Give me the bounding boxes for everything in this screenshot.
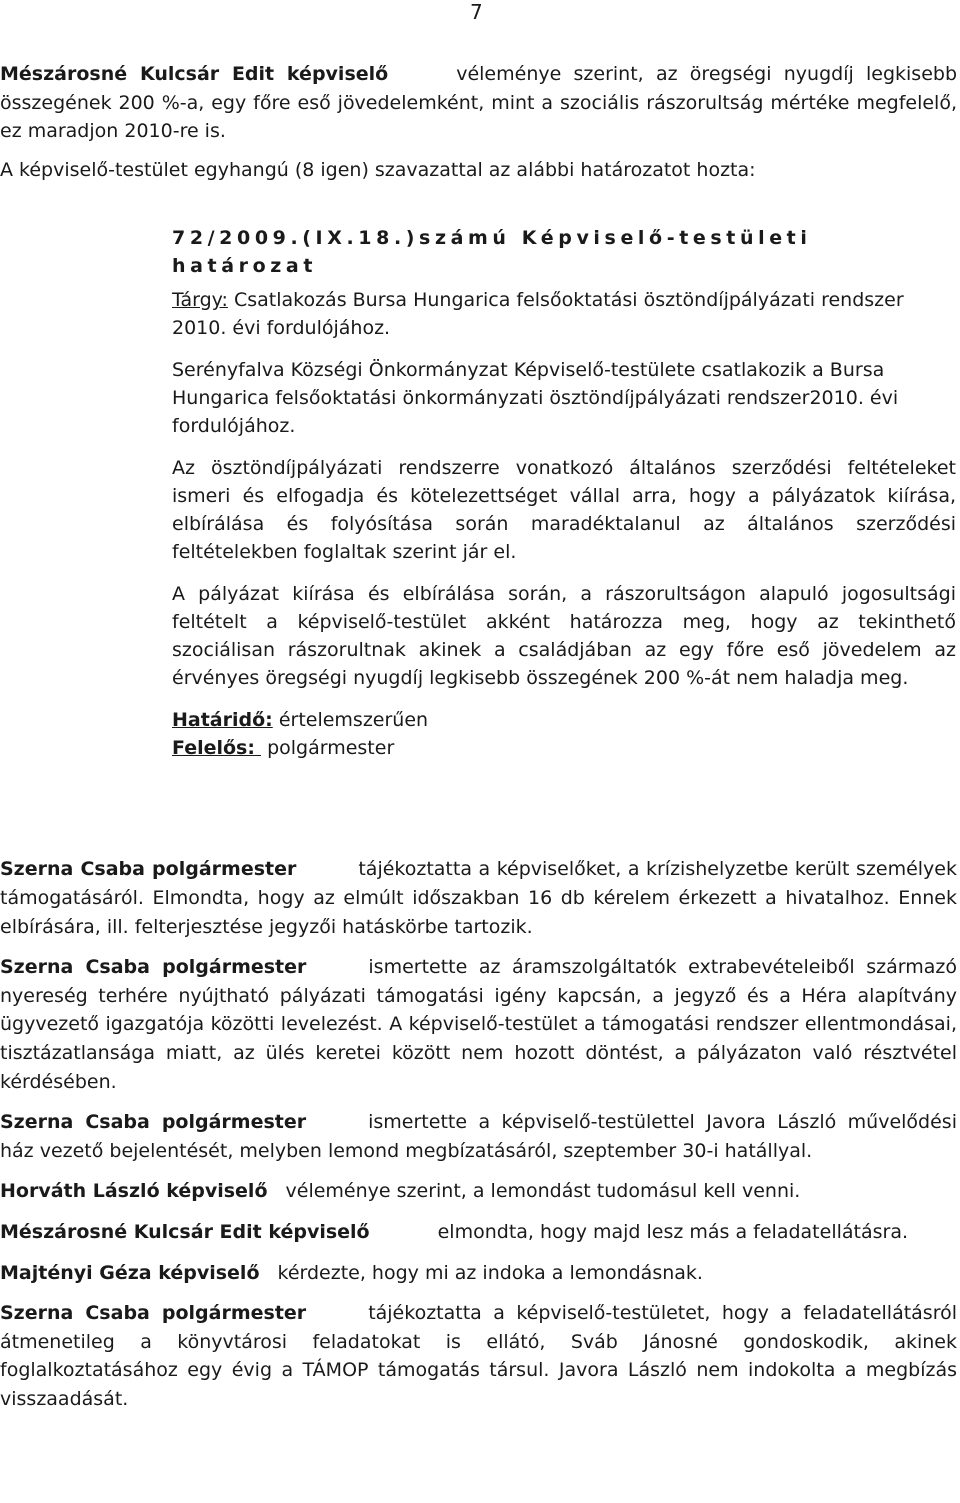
- resolution-paragraph-3: A pályázat kiírása és elbírálása során, a rászorultságon alapuló jogosultsági feltételt a képviselő-testület akként határozza meg, hogy az tekinthető szociálisan rászorultnak akinek a családjában az egy főre eső jövedelem az érvényes öregségi nyugdíj legkisebb összegének 200 %-át nem haladja meg.: [172, 583, 956, 690]
- deadline-label: Határidő:: [172, 709, 273, 732]
- speaker-name: Szerna Csaba polgármester: [0, 1302, 307, 1325]
- responsible-value: polgármester: [267, 737, 395, 760]
- vote-line: A képviselő-testület egyhangú (8 igen) szavazattal az alábbi határozatot hozta:: [0, 158, 756, 181]
- statement-text: tájékoztatta a képviselő-testületet, hogy a feladatellátásról átmenetileg a könyvtárosi feladatokat is ellátó, Sváb Jánosné gondoskodik, akinek foglalkoztatásához egy évig a TÁMOP támogatás társul. Javora László nem indokolta a megbízás visszaadását.: [0, 1302, 957, 1410]
- resolution-paragraph-2: Az ösztöndíjpályázati rendszerre vonatkozó általános szerződési feltételeket ismeri és elfogadja és kötelezettséget vállal arra, hogy a pályázatok kiírása, elbírálása és folyósítása során maradéktalanul az általános szerződési feltételekben foglaltak szerint jár el.: [172, 457, 956, 564]
- statement-text: ismertette a képviselő-testülettel Javora László művelődési ház vezető bejelentését, melyben lemond megbízatásáról, szeptember 30-i hatállyal.: [0, 1111, 957, 1162]
- responsible-line: [172, 734, 956, 762]
- speaker-name: Szerna Csaba polgármester: [0, 1111, 307, 1134]
- speaker-name: Mészárosné Kulcsár Edit képviselő: [0, 63, 389, 85]
- entry-paragraph: [0, 953, 957, 1096]
- statement-text: tájékoztatta a képviselőket, a krízishelyzetbe került személyek támogatásáról. Elmondta, hogy az elmúlt időszakban 16 db kérelem érkezett a hivatalhoz. Ennek elbírására, ill. felterjesztése jegyzői hatáskörbe tartozik.: [0, 858, 957, 938]
- entry-paragraph: [0, 1259, 957, 1288]
- statement-text: kérdezte, hogy mi az indoka a lemondásnak.: [277, 1261, 703, 1284]
- entry-paragraph: [0, 1218, 957, 1247]
- statement-text: véleménye szerint, az öregségi nyugdíj legkisebb összegének 200 %-a, egy főre eső jövedelemként, mint a szociális rászorultság mértéke megfelelő, ez maradjon 2010-re is.: [0, 63, 958, 143]
- subject-text: Csatlakozás Bursa Hungarica felsőoktatási ösztöndíjpályázati rendszer 2010. évi fordulójához.: [172, 289, 904, 340]
- speaker-name: Majtényi Géza képviselő: [0, 1261, 260, 1284]
- resolution-title: 72/2009.(IX.18.)számú Képviselő-testületi határozat: [172, 227, 812, 278]
- deadline-value: értelemszerűen: [278, 709, 429, 732]
- entry-paragraph: [0, 1108, 957, 1165]
- speaker-name: Horváth László képviselő: [0, 1180, 268, 1203]
- speaker-name: Mészárosné Kulcsár Edit képviselő: [0, 1220, 370, 1243]
- document-body: [0, 60, 957, 1413]
- statement-text: véleménye szerint, a lemondást tudomásul kell venni.: [285, 1180, 801, 1203]
- resolution-paragraph-1: Serényfalva Községi Önkormányzat Képviselő-testülete csatlakozik a Bursa Hungarica felsőoktatási önkormányzati ösztöndíjpályázati rendszer2010. évi fordulójához.: [172, 359, 899, 438]
- intro-paragraph: [0, 60, 957, 146]
- responsible-label: Felelős:: [172, 737, 255, 760]
- resolution-block: [172, 224, 956, 762]
- statement-text: elmondta, hogy majd lesz más a feladatellátásra.: [437, 1220, 909, 1243]
- entry-paragraph: [0, 1299, 957, 1413]
- subject-label: Tárgy:: [172, 289, 228, 312]
- entry-paragraph: [0, 855, 957, 941]
- statement-text: ismertette az áramszolgáltatók extrabevételeiből származó nyereség terhére nyújtható pályázati támogatási igény kapcsán, a jegyző és a Héra alapítvány ügyvezető igazgatója közötti levelezést. A képviselő-testület a támogatási rendszer ellentmondásai, tisztázatlansága miatt, az ülés keretei között nem hozott döntést, a pályázaton való résztvétel kérdésében.: [0, 956, 957, 1093]
- speaker-name: Szerna Csaba polgármester: [0, 956, 307, 979]
- page-number: 7: [470, 0, 483, 24]
- deadline-line: [172, 706, 956, 734]
- speaker-name: Szerna Csaba polgármester: [0, 858, 297, 881]
- entry-paragraph: [0, 1177, 957, 1206]
- resolution-subject: [172, 286, 956, 342]
